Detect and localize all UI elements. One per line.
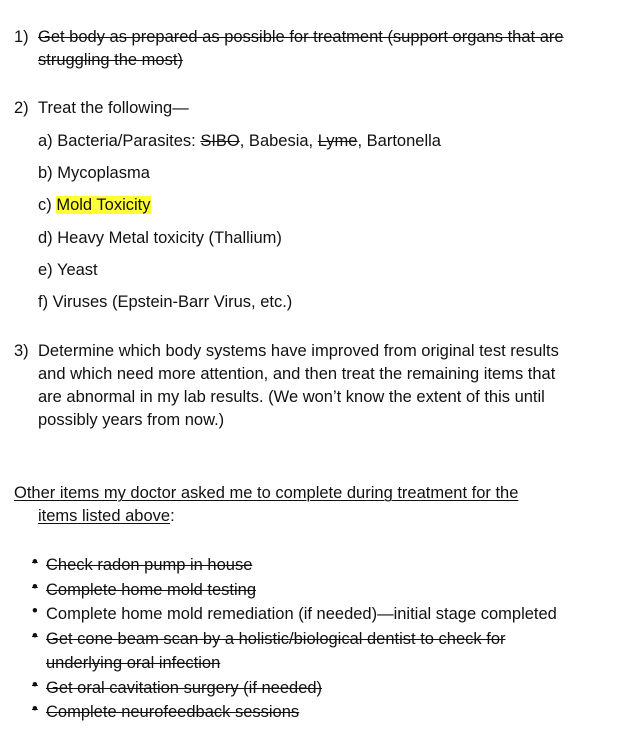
bullet-dot: • bbox=[32, 627, 38, 645]
item-1-line-1: Get body as prepared as possible for treatment (support organs that are bbox=[38, 28, 564, 46]
sibo-struck: SIBO bbox=[200, 132, 240, 150]
sub-item-f: f) Viruses (Epstein-Barr Virus, etc.) bbox=[38, 293, 293, 311]
sub-item-d: d) Heavy Metal toxicity (Thallium) bbox=[38, 229, 282, 247]
sub-item-e: e) Yeast bbox=[38, 261, 98, 279]
bullet-dot: • bbox=[32, 676, 38, 694]
bullet-dot: • bbox=[32, 602, 38, 620]
other-items-line-2: items listed above bbox=[38, 507, 171, 525]
item-1-line-2: struggling the most) bbox=[38, 51, 183, 69]
mold-toxicity-highlight: Mold Toxicity bbox=[56, 196, 151, 214]
other-items-heading: Other items my doctor asked me to complete during treatment for the items listed above: bbox=[14, 484, 519, 525]
item-3-line-1: Determine which body systems have improved from original test results bbox=[38, 342, 559, 360]
item-1-number: 1) bbox=[14, 28, 29, 46]
item-3-line-2: and which need more attention, and then treat the remaining items that bbox=[38, 365, 556, 383]
bullet-dot: • bbox=[32, 700, 38, 718]
sub-item-b: b) Mycoplasma bbox=[38, 164, 150, 182]
item-3-line-4: possibly years from now.) bbox=[38, 411, 225, 429]
item-3-number: 3) bbox=[14, 342, 29, 360]
sub-item-a: a) Bacteria/Parasites: SIBO, Babesia, Lyme, Bartonella bbox=[38, 132, 441, 150]
document-page: 1) Get body as prepared as possible for treatment (support organs that are struggling the most) 2) Treat the following— a) Bacteria/Parasites: SIBO, Babesia, Lyme, Bartonella b) Mycoplasma c) Mold Toxicity d) Heavy Metal toxicity (Thallium) e) Yeast f) Viruses (Epstein-Barr Virus, etc.) 3) Determine which body systems have improved from original test results and which need more attention, and then treat the remaining items that are abnormal in my lab results. (We won’t know the extent of this until possibly years from now.) Other items my doctor asked me to complete during treatment for the items listed above: • Check radon pump in house • Complete home mold testing • Complete home mold remediation (if needed)—initial stage completed • Get cone beam scan by a holistic/biological dentist to check for underlying oral infection • Get oral cavitation surgery (if needed) • Complete neurofeedback sessions bbox=[0, 0, 628, 740]
lyme-struck: Lyme bbox=[317, 132, 358, 150]
other-items-line-1: Other items my doctor asked me to complete during treatment for the bbox=[14, 484, 519, 502]
item-3-line-3: are abnormal in my lab results. (We won’t know the extent of this until bbox=[38, 388, 545, 406]
item-2-heading: Treat the following— bbox=[38, 99, 189, 117]
bullet-dot: • bbox=[32, 578, 38, 596]
item-2-number: 2) bbox=[14, 99, 29, 117]
sub-item-c: c) Mold Toxicity bbox=[38, 196, 151, 214]
bullet-dot: • bbox=[32, 553, 38, 571]
item-1 bbox=[14, 26, 614, 76]
